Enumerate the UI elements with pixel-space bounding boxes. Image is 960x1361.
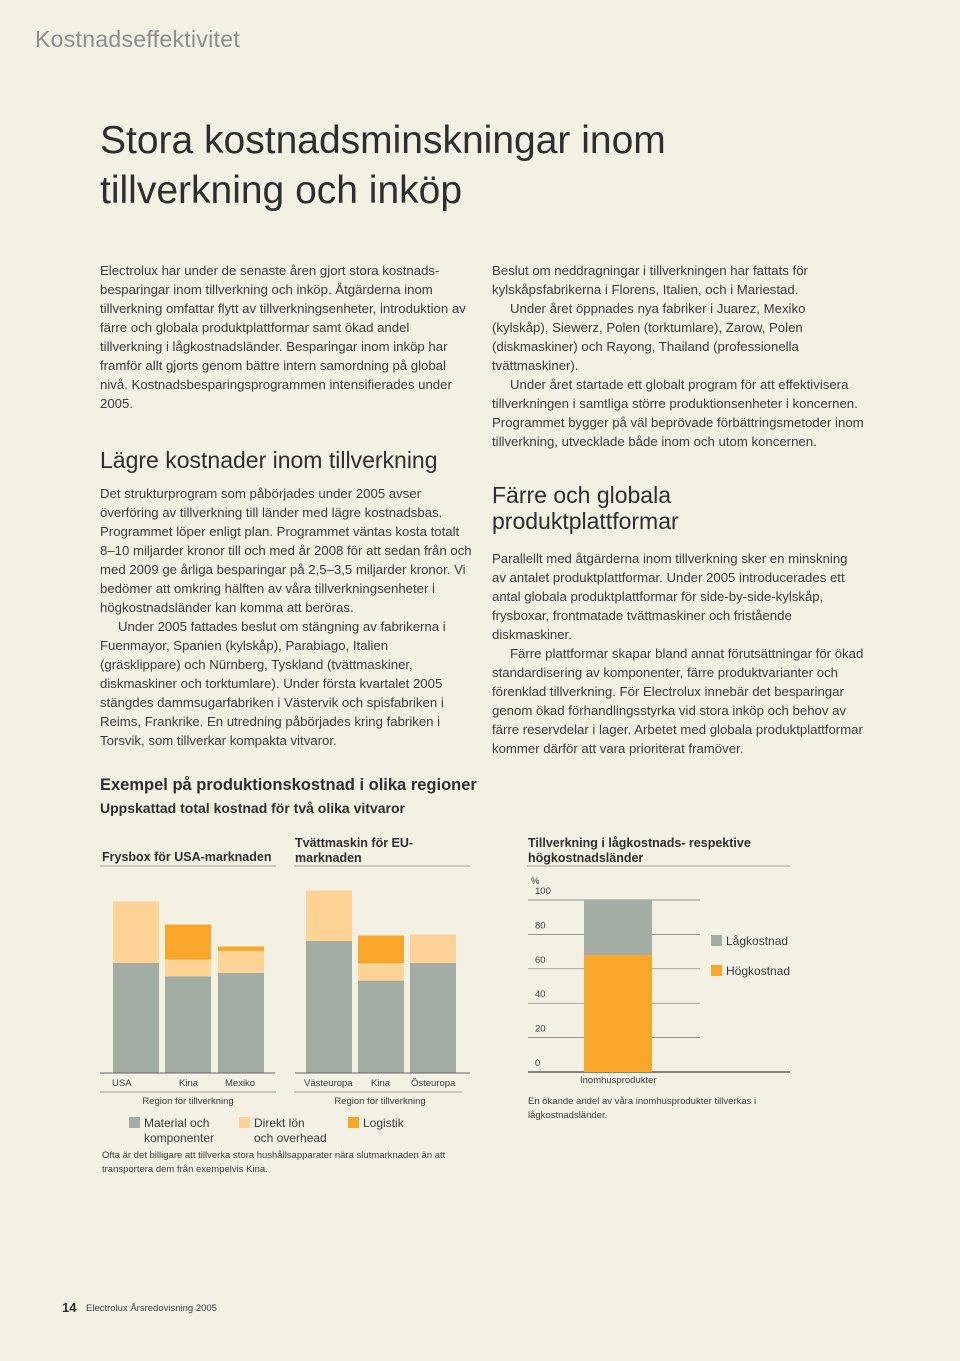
intro-paragraph: Electrolux har under de senaste åren gjort stora kostnadsbesparingar inom tillverkning och inköp. Åtgärderna inom tillverkning omfattar flytt av tillverkningsenheter, introduktion av färre och globala produktplattformar samt ökad andel tillverkning i lågkostnadsländer. Besparingar inom inköp har framför allt gjorts genom bättre intern samordning på global nivå. Kostnadsbesparingsprogrammen intensifierades under 2005.	[100, 263, 466, 411]
legend-logistics-swatch	[348, 1117, 359, 1128]
chart-1-bar-1-seg-0	[165, 976, 211, 1073]
chart-1-title: Frysbox för USA-marknaden	[102, 850, 272, 864]
manufacturing-paragraph-2: Under 2005 fattades beslut om stängning av fabrikerna i Fuenmayor, Spanien (kylskåp), Parabiago, Italien (gräsklippare) och Nürnberg, Tyskland (tvättmaskiner, diskmaskiner och torktumlare). Under första kvartalet 2005 stängdes dammsugarfabriken i Västervik och spisfabriken i Reims, Frankrike. En utredning påbörjades kring fabriken i Torsvik, som tillverkar kompakta vitvaror.	[100, 619, 446, 748]
chart-1-bar-2-seg-1	[218, 951, 264, 973]
title-line-2: tillverkning och inköp	[100, 169, 463, 212]
chart-3-caption-line-1: En ökande andel av våra inomhusprodukter tillverkas i	[528, 1096, 757, 1107]
chart-1-xlabel: Region för tillverkning	[142, 1096, 234, 1107]
legend-material-line-2: komponenter	[144, 1131, 215, 1145]
chart-1-bar-0-seg-1	[113, 901, 159, 963]
platforms-paragraph-1: Parallellt med åtgärderna inom tillverkning sker en minskning av antalet produktplattformar. Under 2005 introducerades ett antal globala produktplattformar för side-by-side-kylskåp, frysboxar, frontmatade tvättmaskiner och fristående diskmaskiner.	[492, 551, 848, 642]
chart-3-legend-low-label: Lågkostnad	[726, 934, 789, 948]
section-label: Kostnadseffektivitet	[35, 26, 241, 52]
example-note-line-2: transportera dem från exempelvis Kina.	[102, 1164, 268, 1175]
chart-2-xtick-0: Västeuropa	[304, 1078, 353, 1089]
chart-3-ytick-2: 60	[535, 954, 546, 966]
chart-3-ytick-3: 40	[535, 989, 546, 1001]
legend-logistics	[348, 1116, 404, 1131]
footer-text: Electrolux Årsredovisning 2005	[86, 1303, 217, 1314]
chart-3-bar-seg-0	[584, 955, 652, 1072]
heading-platforms-line-1: Färre och globala	[492, 482, 671, 508]
chart-2-xtick-1: Kina	[371, 1078, 391, 1089]
chart-3-caption	[528, 1095, 788, 1123]
chart-1-bar-1-seg-1	[165, 960, 211, 977]
chart-1-bar-2-seg-0	[218, 973, 264, 1073]
chart-3-legend-high-label: Högkostnad	[726, 964, 791, 978]
heading-manufacturing: Lägre kostnader inom tillverkning	[100, 447, 438, 473]
chart-3-legend-low-swatch	[711, 935, 722, 946]
example-note	[102, 1149, 482, 1177]
chart-2-title-line-1: Tvättmaskin för EU-	[295, 836, 414, 850]
chart-2-title-line-2: marknaden	[295, 851, 362, 865]
example-title: Exempel på produktionskostnad i olika regioner	[100, 776, 477, 794]
example-subtitle: Uppskattad total kostnad för två olika vitvaror	[100, 800, 405, 816]
title-line-1: Stora kostnadsminskningar inom	[100, 119, 666, 162]
chart-2-bar-1-seg-0	[358, 981, 404, 1073]
right-paragraph-1: Beslut om neddragningar i tillverkningen har fattats för kylskåpsfabrikerna i Florens, Italien, och i Mariestad.	[492, 263, 808, 297]
page-number: 14	[62, 1300, 77, 1315]
legend-material-line-1: Material och	[144, 1116, 210, 1130]
chart-2-bar-2-seg-1	[410, 934, 456, 963]
chart-3-unit: %	[531, 876, 540, 887]
right-paragraph-2: Under året öppnades nya fabriker i Juarez, Mexiko (kylskåp), Siewerz, Polen (torktumlare), Zarow, Polen (diskmaskiner) och Rayong, Thailand (professionella tvättmaskiner).	[492, 301, 806, 373]
right-paragraph-3: Under året startade ett globalt program för att effektivisera tillverkningen i samtliga större produktionsenheter i koncernen. Programmet bygger på väl beprövade förbättringsmetoder inom tillverkning, utvecklade både inom och utom koncernen.	[492, 377, 864, 449]
chart-3-bar-seg-1	[584, 900, 652, 955]
chart-3-caption-line-2: lågkostnadsländer.	[528, 1110, 608, 1121]
chart-3-legend-high	[711, 964, 790, 979]
chart-1-bar-1-seg-2	[165, 925, 211, 960]
legend-labor-swatch	[239, 1117, 250, 1128]
manufacturing-paragraph-1: Det strukturprogram som påbörjades under 2005 avser överföring av tillverkning till länder med lägre kostnadsbas. Programmet löper enligt plan. Programmet väntas kosta totalt 8–10 miljarder kronor till och med år 2008 för att sedan från och med 2009 ge årliga besparingar på 2,5–3,5 miljarder kronor. Vi bedömer att omkring hälften av våra tillverkningsenheter i högkostnadsländer kan komma att beröras.	[100, 486, 472, 615]
chart-2-bar-0-seg-1	[306, 890, 352, 941]
chart-1-xtick-0: USA	[112, 1078, 132, 1089]
chart-3-xtick-0: Inomhusprodukter	[580, 1075, 657, 1086]
chart-2-bar-1-seg-1	[358, 963, 404, 981]
chart-3-title-line-1: Tillverkning i lågkostnads- respektive	[528, 836, 751, 850]
example-note-line-1: Ofta är det billigare att tillverka stora hushållsapparater nära slutmarknaden än att	[102, 1150, 446, 1161]
chart-1-plot	[113, 901, 264, 1073]
chart-3-legend-low	[711, 934, 788, 949]
legend-material-swatch	[129, 1117, 140, 1128]
legend-labor	[239, 1116, 327, 1146]
chart-2-plot	[306, 890, 456, 1073]
legend-logistics-label: Logistik	[363, 1116, 404, 1130]
chart-1-bar-2-seg-2	[218, 947, 264, 951]
heading-platforms-line-2: produktplattformar	[492, 508, 679, 534]
chart-3-plot	[528, 886, 790, 1072]
chart-2-xtick-2: Östeuropa	[411, 1078, 456, 1089]
chart-3-title-line-2: högkostnadsländer	[528, 851, 644, 865]
chart-1-bar-0-seg-0	[113, 963, 159, 1073]
chart-2-bar-0-seg-0	[306, 941, 352, 1073]
legend-labor-line-2: och overhead	[254, 1131, 327, 1145]
chart-2-xlabel: Region för tillverkning	[334, 1096, 426, 1107]
chart-1-xtick-2: Mexiko	[225, 1078, 256, 1089]
chart-3-ytick-4: 20	[535, 1023, 546, 1035]
chart-3-ytick-5: 0	[535, 1058, 541, 1069]
legend-material	[129, 1116, 214, 1146]
chart-1-xtick-1: Kina	[179, 1078, 199, 1089]
chart-3-ytick-1: 80	[535, 920, 546, 932]
chart-3-ytick-0: 100	[535, 886, 551, 897]
chart-3-legend-high-swatch	[711, 965, 722, 976]
legend-labor-line-1: Direkt lön	[254, 1116, 305, 1130]
platforms-paragraph-2: Färre plattformar skapar bland annat förutsättningar för ökad standardisering av komponenter, färre produktvarianter och förenklad tillverkning. För Electrolux innebär det besparingar genom ökad förhandlingsstyrka vid stora inköp och behov av färre reservdelar i lager. Arbetet med globala produktplattformar kommer därför att vara prioriterat framöver.	[492, 646, 864, 756]
chart-2-bar-2-seg-0	[410, 963, 456, 1073]
chart-2-bar-1-seg-2	[358, 936, 404, 964]
